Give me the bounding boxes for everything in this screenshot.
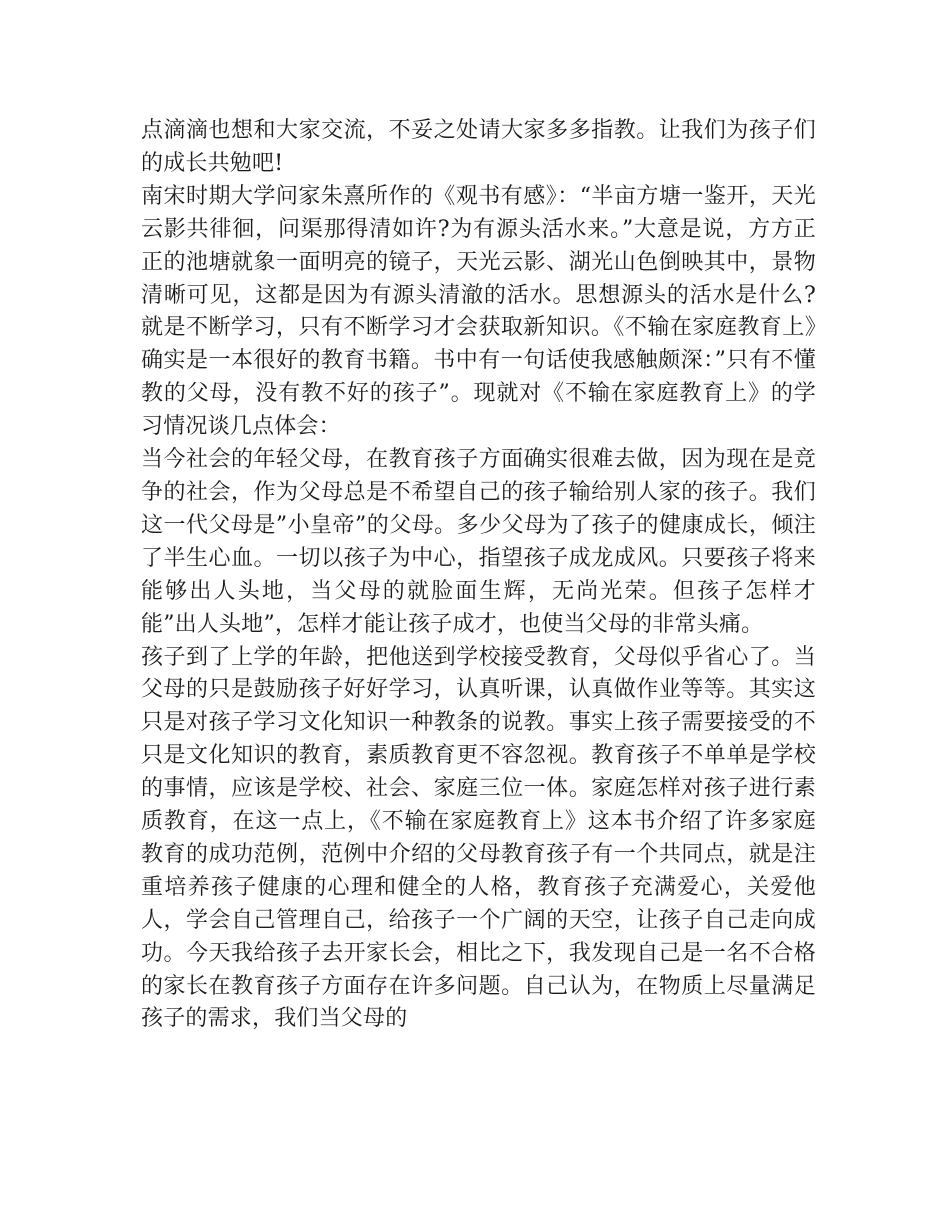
document-page [141, 115, 816, 1036]
paragraph-school-education: 孩子到了上学的年龄，把他送到学校接受教育，父母似乎省心了。当父母的只是鼓励孩子好好学习，认真听课，认真做作业等等。其实这只是对孩子学习文化知识一种教条的说教。事实上孩子需要接受的不只是文化知识的教育，素质教育更不容忽视。教育孩子不单单是学校的事情，应该是学校、社会、家庭三位一体。家庭怎样对孩子进行素质教育，在这一点上，《不输在家庭教育上》这本书介绍了许多家庭教育的成功范例，范例中介绍的父母教育孩子有一个共同点，就是注重培养孩子健康的心理和健全的人格，教育孩子充满爱心，关爱他人，学会自己管理自己，给孩子一个广阔的天空，让孩子自己走向成功。今天我给孩子去开家长会，相比之下，我发现自己是一名不合格的家长在教育孩子方面存在许多问题。自己认为，在物质上尽量满足孩子的需求，我们当父母的 [141, 644, 816, 1032]
paragraph-poem-introduction: 南宋时期大学问家朱熹所作的《观书有感》：“半亩方塘一鉴开，天光云影共徘徊，问渠那得清如许?为有源头活水来。”大意是说，方方正正的池塘就象一面明亮的镜子，天光云影、湖光山色倒映其中，景物清晰可见，这都是因为有源头清澈的活水。思想源头的活水是什么?就是不断学习，只有不断学习才会获取新知识。《不输在家庭教育上》确实是一本很好的教育书籍。书中有一句话使我感触颇深：”只有不懂教的父母，没有教不好的孩子”。现就对《不输在家庭教育上》的学习情况谈几点体会： [141, 183, 816, 440]
paragraph-closing-remark: 点滴滴也想和大家交流，不妥之处请大家多多指教。让我们为孩子们的成长共勉吧! [141, 118, 816, 176]
paragraph-modern-parents: 当今社会的年轻父母，在教育孩子方面确实很难去做，因为现在是竞争的社会，作为父母总是不希望自己的孩子输给别人家的孩子。我们这一代父母是”小皇帝”的父母。多少父母为了孩子的健康成长，倾注了半生心血。一切以孩子为中心，指望孩子成龙成风。只要孩子将来能够出人头地，当父母的就脸面生辉，无尚光荣。但孩子怎样才能”出人头地”，怎样才能让孩子成才，也使当父母的非常头痛。 [141, 447, 816, 637]
